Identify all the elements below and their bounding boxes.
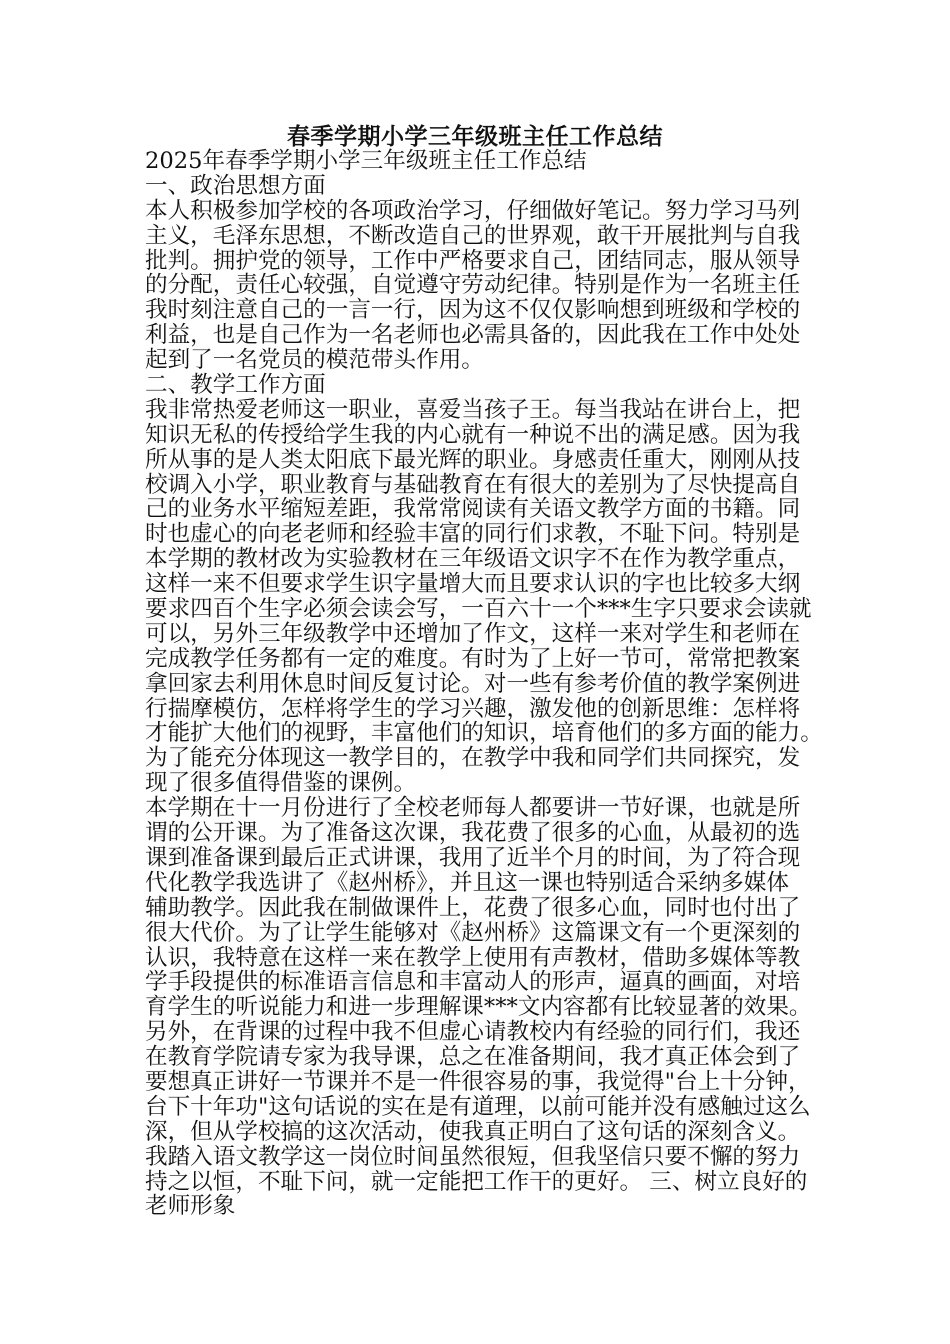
text-line: 己的业务水平缩短差距，我常常阅读有关语文教学方面的书籍。同 (145, 496, 801, 523)
text-line: 要想真正讲好一节课并不是一件很容易的事，我觉得"台上十分钟， (145, 1068, 811, 1095)
text-line: 要求四百个生字必须会读会写，一百六十一个***生字只要求会读就 (145, 596, 812, 623)
text-line: 一、政治思想方面 (145, 172, 326, 199)
text-line: 我踏入语文教学这一岗位时间虽然很短，但我坚信只要不懈的努力 (145, 1143, 801, 1170)
text-line: 课到准备课到最后正式讲课，我用了近半个月的时间，为了符合现 (145, 844, 801, 871)
text-line: 为了能充分体现这一教学目的，在教学中我和同学们共同探究，发 (145, 745, 801, 772)
text-line: 这样一来不但要求学生识字量增大而且要求认识的字也比较多大纲 (145, 571, 801, 598)
text-line: 谓的公开课。为了准备这次课，我花费了很多的心血，从最初的选 (145, 820, 801, 847)
text-line: 台下十年功"这句话说的实在是有道理，以前可能并没有感触过这么 (145, 1093, 811, 1120)
text-line: 起到了一名党员的模范带头作用。 (145, 347, 484, 374)
text-line: 深，但从学校搞的这次活动，使我真正明白了这句话的深刻含义。 (145, 1118, 801, 1145)
text-line: 的分配，责任心较强，自觉遵守劳动纪律。特别是作为一名班主任 (145, 272, 801, 299)
text-line: 很大代价。为了让学生能够对《赵州桥》这篇课文有一个更深刻的 (145, 919, 801, 946)
text-line: 行揣摩模仿，怎样将学生的学习兴趣，激发他的创新思维：怎样将 (145, 695, 801, 722)
text-line: 认识，我特意在这样一来在教学上使用有声教材，借助多媒体等教 (145, 944, 801, 971)
text-line: 完成教学任务都有一定的难度。有时为了上好一节可，常常把教案 (145, 645, 801, 672)
text-line: 老师形象 (145, 1193, 236, 1220)
text-line: 批判。拥护党的领导，工作中严格要求自己，团结同志，服从领导 (145, 247, 801, 274)
text-line: 才能扩大他们的视野，丰富他们的知识，培育他们的多方面的能力。 (145, 720, 823, 747)
text-line: 本学期的教材改为实验教材在三年级语文识字不在作为教学重点， (145, 546, 801, 573)
document-body (145, 148, 823, 1220)
text-line: 辅助教学。因此我在制做课件上，花费了很多心血，同时也付出了 (145, 894, 801, 921)
text-line: 现了很多值得借鉴的课例。 (145, 770, 417, 797)
text-line: 知识无私的传授给学生我的内心就有一种说不出的满足感。因为我 (145, 421, 801, 448)
text-line: 本人积极参加学校的各项政治学习，仔细做好笔记。努力学习马列 (145, 197, 801, 224)
text-line: 拿回家去利用休息时间反复讨论。对一些有参考价值的教学案例进 (145, 670, 801, 697)
text-line: 校调入小学，职业教育与基础教育在有很大的差别为了尽快提高自 (145, 471, 801, 498)
text-line: 可以，另外三年级教学中还增加了作文，这样一来对学生和老师在 (145, 620, 801, 647)
text-line: 学手段提供的标准语言信息和丰富动人的形声，逼真的画面，对培 (145, 969, 801, 996)
text-line: 本学期在十一月份进行了全校老师每人都要讲一节好课，也就是所 (145, 795, 801, 822)
text-line: 利益，也是自己作为一名老师也必需具备的，因此我在工作中处处 (145, 322, 801, 349)
text-line: 我非常热爱老师这一职业，喜爱当孩子王。每当我站在讲台上，把 (145, 396, 801, 423)
text-line: 育学生的听说能力和进一步理解课***文内容都有比较显著的效果。 (145, 994, 812, 1021)
text-line: 我时刻注意自己的一言一行，因为这不仅仅影响想到班级和学校的 (145, 297, 801, 324)
text-line: 主义，毛泽东思想，不断改造自己的世界观，敢干开展批判与自我 (145, 222, 801, 249)
text-line: 另外，在背课的过程中我不但虚心请教校内有经验的同行们，我还 (145, 1019, 801, 1046)
text-line: 二、教学工作方面 (145, 372, 326, 399)
text-line: 代化教学我选讲了《赵州桥》，并且这一课也特别适合采纳多媒体 (145, 869, 789, 896)
text-line: 持之以恒，不耻下问，就一定能把工作干的更好。 三、树立良好的 (145, 1168, 808, 1195)
text-line: 所从事的是人类太阳底下最光辉的职业。身感责任重大，刚刚从技 (145, 446, 801, 473)
text-line: 在教育学院请专家为我导课，总之在准备期间，我才真正体会到了 (145, 1044, 801, 1071)
text-line: 2025年春季学期小学三年级班主任工作总结 (145, 148, 587, 174)
document-title: 春季学期小学三年级班主任工作总结 (287, 123, 663, 150)
text-line: 时也虚心的向老老师和经验丰富的同行们求教，不耻下问。特别是 (145, 521, 801, 548)
